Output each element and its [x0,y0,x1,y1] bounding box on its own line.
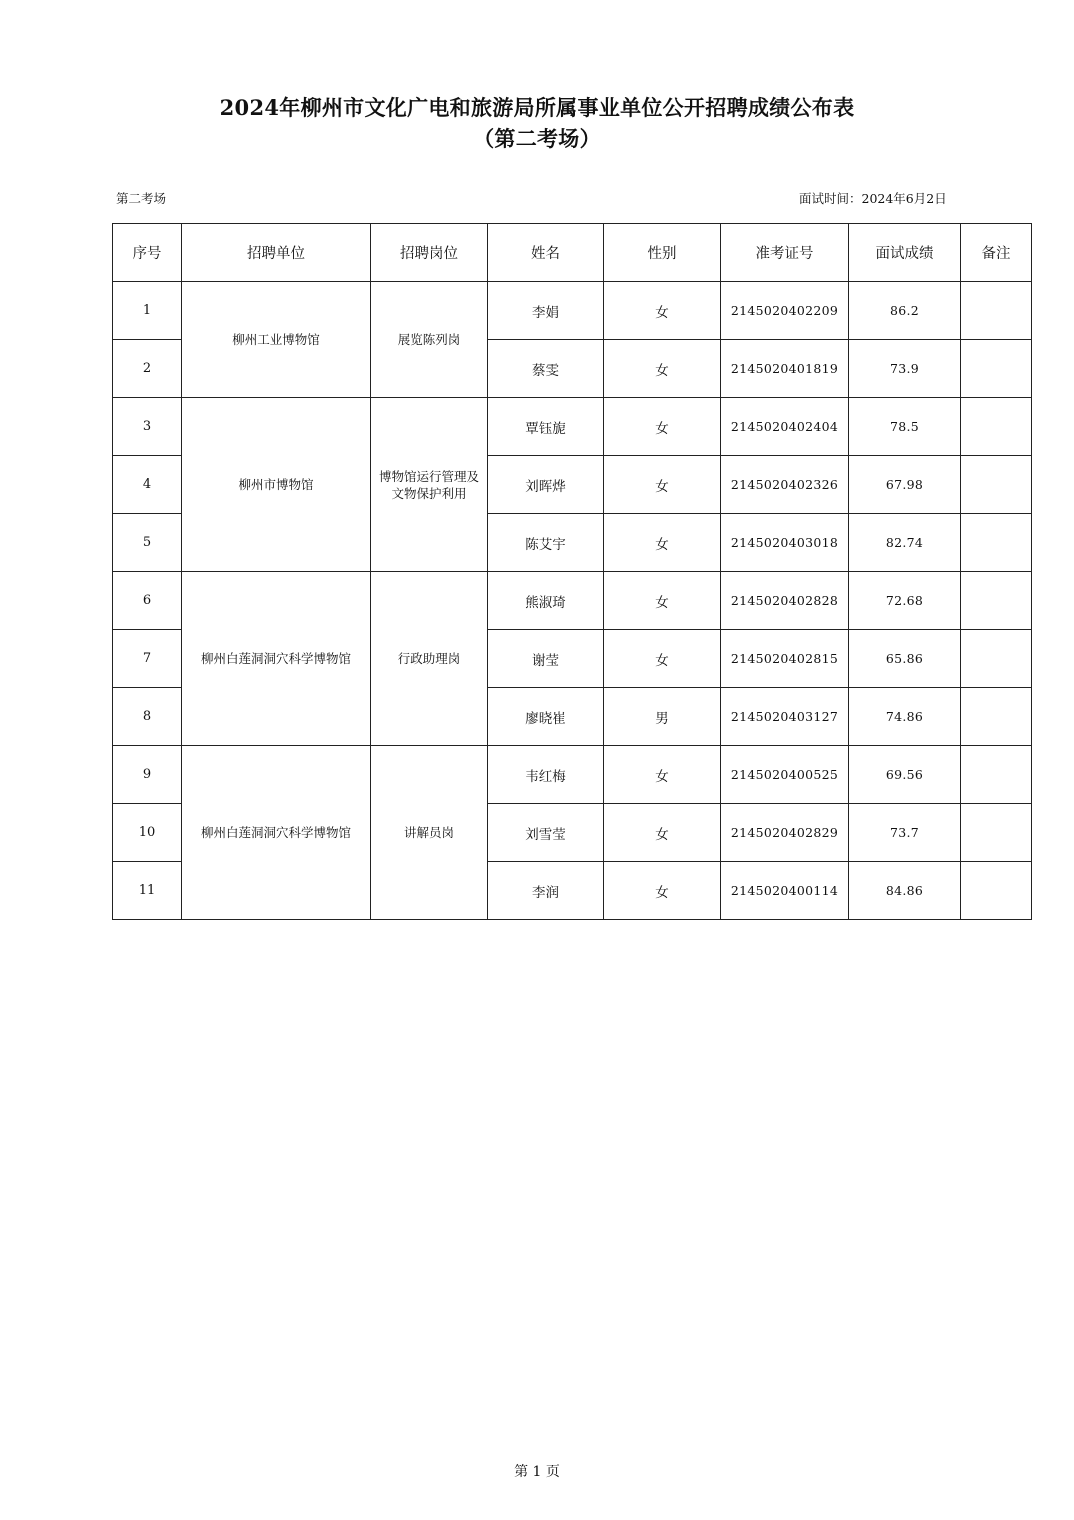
candidate-name: 李娟 [488,282,604,340]
row-seq: 1 [113,282,182,340]
remark [961,572,1032,630]
interview-score: 78.5 [849,398,961,456]
row-seq: 4 [113,456,182,514]
header-gender: 性别 [604,224,721,282]
candidate-name: 韦红梅 [488,746,604,804]
candidate-gender: 女 [604,456,721,514]
candidate-gender: 女 [604,282,721,340]
row-seq: 7 [113,630,182,688]
candidate-gender: 女 [604,398,721,456]
candidate-name: 蔡雯 [488,340,604,398]
row-seq: 11 [113,862,182,920]
row-seq: 5 [113,514,182,572]
remark [961,340,1032,398]
document-subtitle: （第二考场） [473,126,601,151]
candidate-name: 谢莹 [488,630,604,688]
exam-id: 2145020403127 [721,688,849,746]
remark [961,804,1032,862]
row-seq: 6 [113,572,182,630]
candidate-gender: 女 [604,630,721,688]
exam-id: 2145020402829 [721,804,849,862]
exam-id: 2145020400525 [721,746,849,804]
recruit-unit: 柳州工业博物馆 [182,282,371,398]
row-seq: 2 [113,340,182,398]
interview-score: 65.86 [849,630,961,688]
remark [961,398,1032,456]
interview-time: 面试时间：2024年6月2日 [799,191,947,206]
recruit-unit: 柳州市博物馆 [182,398,371,572]
interview-score: 73.9 [849,340,961,398]
exam-id: 2145020402209 [721,282,849,340]
recruit-post: 行政助理岗 [371,572,488,746]
recruit-post: 讲解员岗 [371,746,488,920]
results-table [112,223,1032,920]
header-remark: 备注 [961,224,1032,282]
row-seq: 10 [113,804,182,862]
candidate-name: 李润 [488,862,604,920]
row-seq: 9 [113,746,182,804]
interview-score: 82.74 [849,514,961,572]
header-name: 姓名 [488,224,604,282]
page-number: 第 1 页 [514,1464,560,1480]
recruit-unit: 柳州白莲洞洞穴科学博物馆 [182,746,371,920]
remark [961,746,1032,804]
candidate-gender: 女 [604,572,721,630]
table-header-row [113,224,1032,282]
candidate-name: 刘雪莹 [488,804,604,862]
exam-id: 2145020401819 [721,340,849,398]
remark [961,862,1032,920]
candidate-gender: 男 [604,688,721,746]
candidate-gender: 女 [604,746,721,804]
candidate-name: 廖晓崔 [488,688,604,746]
recruit-post: 博物馆运行管理及文物保护利用 [371,398,488,572]
candidate-name: 刘晖烨 [488,456,604,514]
exam-id: 2145020403018 [721,514,849,572]
interview-score: 86.2 [849,282,961,340]
exam-id: 2145020402815 [721,630,849,688]
header-unit: 招聘单位 [182,224,371,282]
table-row [113,572,1032,630]
table-row [113,282,1032,340]
candidate-gender: 女 [604,340,721,398]
candidate-gender: 女 [604,804,721,862]
interview-score: 69.56 [849,746,961,804]
interview-score: 67.98 [849,456,961,514]
candidate-name: 覃钰旎 [488,398,604,456]
remark [961,688,1032,746]
candidate-name: 陈艾宇 [488,514,604,572]
interview-score: 84.86 [849,862,961,920]
candidate-gender: 女 [604,514,721,572]
remark [961,456,1032,514]
row-seq: 3 [113,398,182,456]
candidate-name: 熊淑琦 [488,572,604,630]
remark [961,514,1032,572]
recruit-post: 展览陈列岗 [371,282,488,398]
exam-id: 2145020400114 [721,862,849,920]
interview-score: 73.7 [849,804,961,862]
exam-id: 2145020402404 [721,398,849,456]
table-row [113,746,1032,804]
interview-score: 74.86 [849,688,961,746]
interview-score: 72.68 [849,572,961,630]
candidate-gender: 女 [604,862,721,920]
venue-label: 第二考场 [116,191,167,206]
row-seq: 8 [113,688,182,746]
document-title: 2024年柳州市文化广电和旅游局所属事业单位公开招聘成绩公布表 [219,95,855,120]
header-exam-id: 准考证号 [721,224,849,282]
table-row [113,398,1032,456]
remark [961,630,1032,688]
exam-id: 2145020402326 [721,456,849,514]
header-seq: 序号 [113,224,182,282]
header-post: 招聘岗位 [371,224,488,282]
remark [961,282,1032,340]
recruit-unit: 柳州白莲洞洞穴科学博物馆 [182,572,371,746]
exam-id: 2145020402828 [721,572,849,630]
header-score: 面试成绩 [849,224,961,282]
